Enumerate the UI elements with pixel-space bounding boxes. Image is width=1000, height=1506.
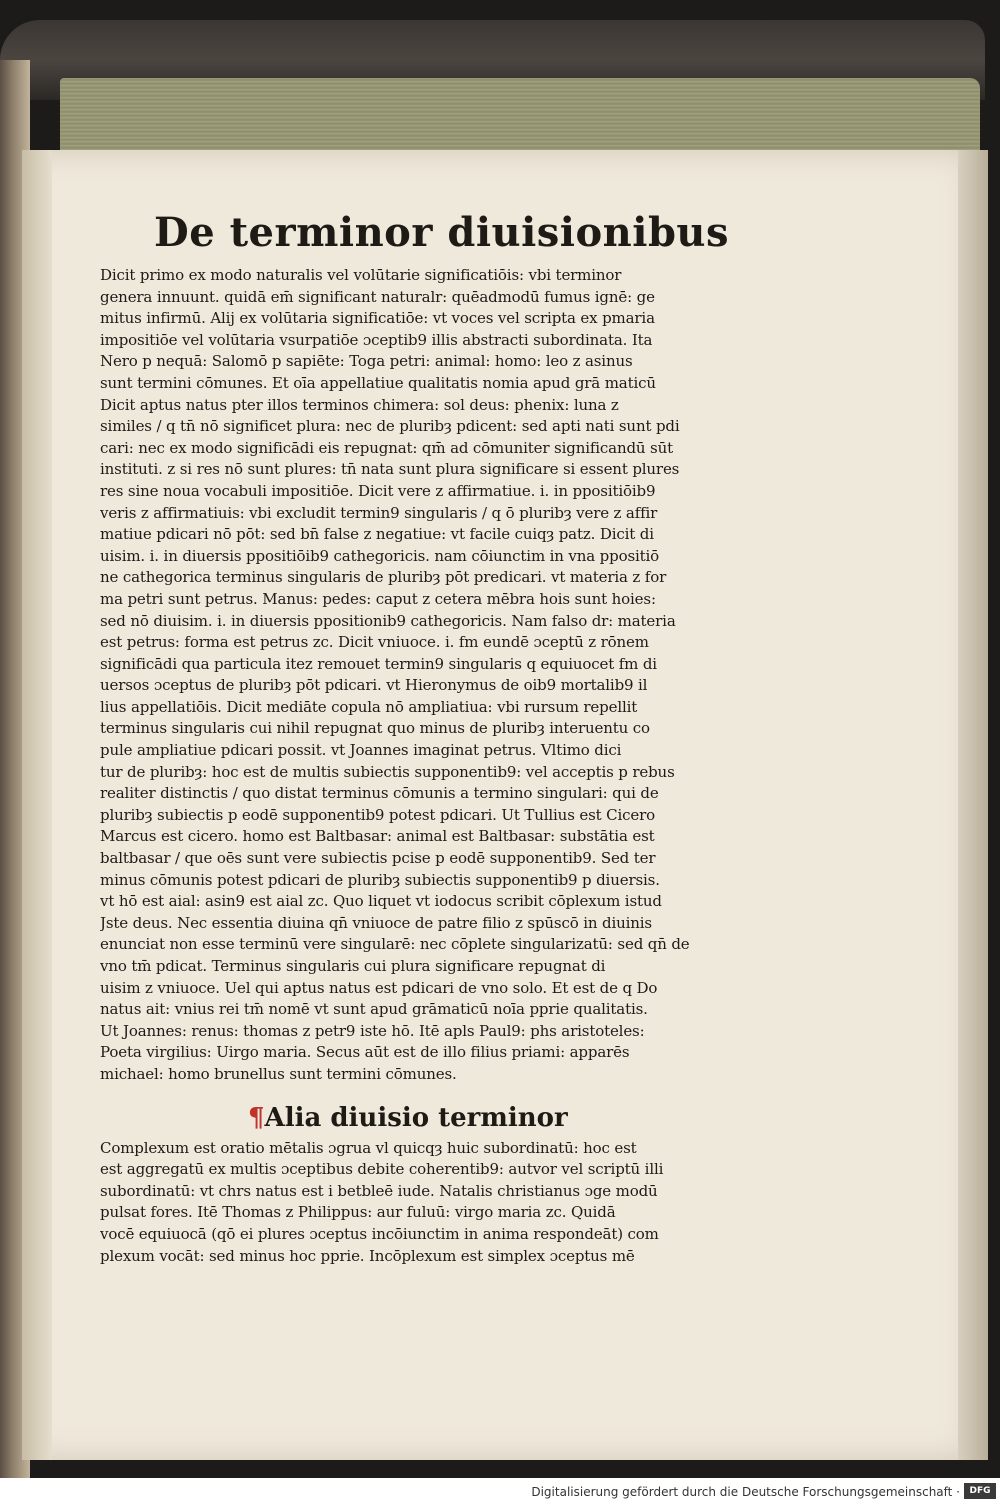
body-paragraph-2	[100, 1138, 770, 1268]
text-line: impositiōe vel volūtaria vsurpatiōe ɔceptib9 illis abstracti subordinata. Ita	[100, 330, 653, 349]
page-title: De terminor diuisionibus	[154, 209, 730, 256]
text-line: res sine noua vocabuli impositiōe. Dicit vere z affirmatiue. i. in ppositiōib9	[100, 481, 656, 500]
text-line: uisim. i. in diuersis ppositiōib9 cathegoricis. nam cōiunctim in vna ppositiō	[100, 546, 660, 565]
text-line: sed nō diuisim. i. in diuersis ppositionib9 cathegoricis. Nam falso dr: materia	[100, 611, 676, 630]
text-line: pulsat fores. Itē Thomas z Philippus: aur fuluū: virgo maria zc. Quidā	[100, 1203, 616, 1222]
page-text	[100, 205, 770, 1267]
text-line: Poeta virgilius: Uirgo maria. Secus aūt est de illo filius priami: apparēs	[100, 1043, 630, 1062]
text-line: est aggregatū ex multis ɔceptibus debite coherentib9: autvor vel scriptū illi	[100, 1160, 664, 1179]
text-line: genera innuunt. quidā em̄ significant naturalr: quēadmodū fumus ignē: ge	[100, 287, 655, 306]
page-gutter	[22, 150, 52, 1460]
text-line: natus ait: vnius rei tm̄ nomē vt sunt apud grāmaticū noīa pprie qualitatis.	[100, 1000, 648, 1019]
text-line: pule ampliatiue pdicari possit. vt Joannes imaginat petrus. Vltimo dici	[100, 741, 622, 760]
text-line: Marcus est cicero. homo est Baltbasar: animal est Baltbasar: substātia est	[100, 827, 655, 846]
page-right-edge	[958, 150, 988, 1460]
text-line: lius appellatiōis. Dicit mediāte copula nō ampliatiua: vbi rursum repellit	[100, 697, 638, 716]
text-line: uersos ɔceptus de pluribȝ pōt pdicari. vt Hieronymus de oib9 mortalib9 il	[100, 676, 648, 695]
text-line: est petrus: forma est petrus zc. Dicit vniuoce. i. fm eundē ɔceptū z rōnem	[100, 633, 649, 652]
text-line: Nero p nequā: Salomō p sapiēte: Toga petri: animal: homo: leo z asinus	[100, 352, 633, 371]
footer-credit: Digitalisierung gefördert durch die Deutsche Forschungsgemeinschaft ·	[531, 1485, 960, 1499]
text-line: vno tm̄ pdicat. Terminus singularis cui plura significare repugnat di	[100, 957, 606, 975]
section-heading	[248, 1098, 770, 1138]
dfg-logo: DFG	[964, 1483, 996, 1499]
text-line: michael: homo brunellus sunt termini cōmunes.	[100, 1064, 457, 1083]
text-line: baltbasar / que oēs sunt vere subiectis pcise p eodē supponentib9. Sed ter	[100, 849, 656, 868]
text-line: mitus infirmū. Alij ex volūtaria significatiōe: vt voces vel scripta ex pmaria	[100, 309, 655, 328]
text-line: ne cathegorica terminus singularis de pluribȝ pōt predicari. vt materia z for	[100, 568, 667, 587]
text-line: terminus singularis cui nihil repugnat quo minus de pluribȝ interuentu co	[100, 719, 650, 738]
text-line: vt hō est aial: asin9 est aial zc. Quo liquet vt iodocus scribit cōplexum istud	[100, 892, 662, 911]
body-paragraph	[100, 265, 770, 1086]
section-heading-text: Alia diuisio terminor	[264, 1102, 568, 1133]
text-line: Jste deus. Nec essentia diuina qn̄ vniuoce de patre filio z spūscō in diuinis	[100, 913, 652, 932]
text-line: Complexum est oratio mētalis ɔgrua vl quicqȝ huic subordinatū: hoc est	[100, 1138, 637, 1157]
text-line: tur de pluribȝ: hoc est de multis subiectis supponentib9: vel acceptis p rebus	[100, 762, 675, 781]
text-line: cari: nec ex modo significādi eis repugnat: qm̄ ad cōmuniter significandū sūt	[100, 438, 673, 457]
text-line: Dicit aptus natus pter illos terminos chimera: sol deus: phenix: luna z	[100, 395, 619, 414]
text-line: Dicit primo ex modo naturalis vel volūtarie significatiōis: vbi terminor	[100, 266, 622, 284]
text-line: minus cōmunis potest pdicari de pluribȝ subiectis supponentib9 p diuersis.	[100, 870, 660, 889]
text-line: Ut Joannes: renus: thomas z petr9 iste hō. Itē apls Paul9: phs aristoteles:	[100, 1021, 645, 1040]
rubric-mark: ¶	[248, 1102, 265, 1133]
text-line: ma petri sunt petrus. Manus: pedes: caput z cetera mēbra hois sunt hoies:	[100, 589, 656, 608]
text-line: instituti. z si res nō sunt plures: tn̄ nata sunt plura significare si essent plures	[100, 460, 680, 479]
text-line: uisim z vniuoce. Uel qui aptus natus est pdicari de vno solo. Et est de q Do	[100, 978, 658, 997]
text-line: subordinatū: vt chrs natus est i betbleē iude. Natalis christianus ɔge modū	[100, 1181, 658, 1200]
text-line: veris z affirmatiuis: vbi excludit termin9 singularis / q ō pluribȝ vere z affir	[100, 503, 658, 522]
text-line: sunt termini cōmunes. Et oīa appellatiue qualitatis nomia apud grā maticū	[100, 373, 656, 392]
text-line: pluribȝ subiectis p eodē supponentib9 potest pdicari. Ut Tullius est Cicero	[100, 805, 655, 824]
text-line: vocē equiuocā (qō ei plures ɔceptus incōiunctim in anima respondeāt) com	[100, 1224, 659, 1243]
text-line: realiter distinctis / quo distat terminus cōmunis a termino singulari: qui de	[100, 784, 659, 803]
text-line: enunciat non esse terminū vere singularē: nec cōplete singularizatū: sed qn̄ de	[100, 935, 690, 954]
text-line: significādi qua particula itez remouet termin9 singularis q equiuocet fm di	[100, 654, 657, 673]
footer-bar	[0, 1478, 1000, 1506]
text-line: similes / q tn̄ nō significet plura: nec de pluribȝ pdicent: sed apti nati sunt pdi	[100, 417, 680, 436]
text-line: matiue pdicari nō pōt: sed bn̄ false z negatiue: vt facile cuiqȝ patz. Dicit di	[100, 525, 654, 544]
text-line: plexum vocāt: sed minus hoc pprie. Incōplexum est simplex ɔceptus mē	[100, 1246, 635, 1265]
